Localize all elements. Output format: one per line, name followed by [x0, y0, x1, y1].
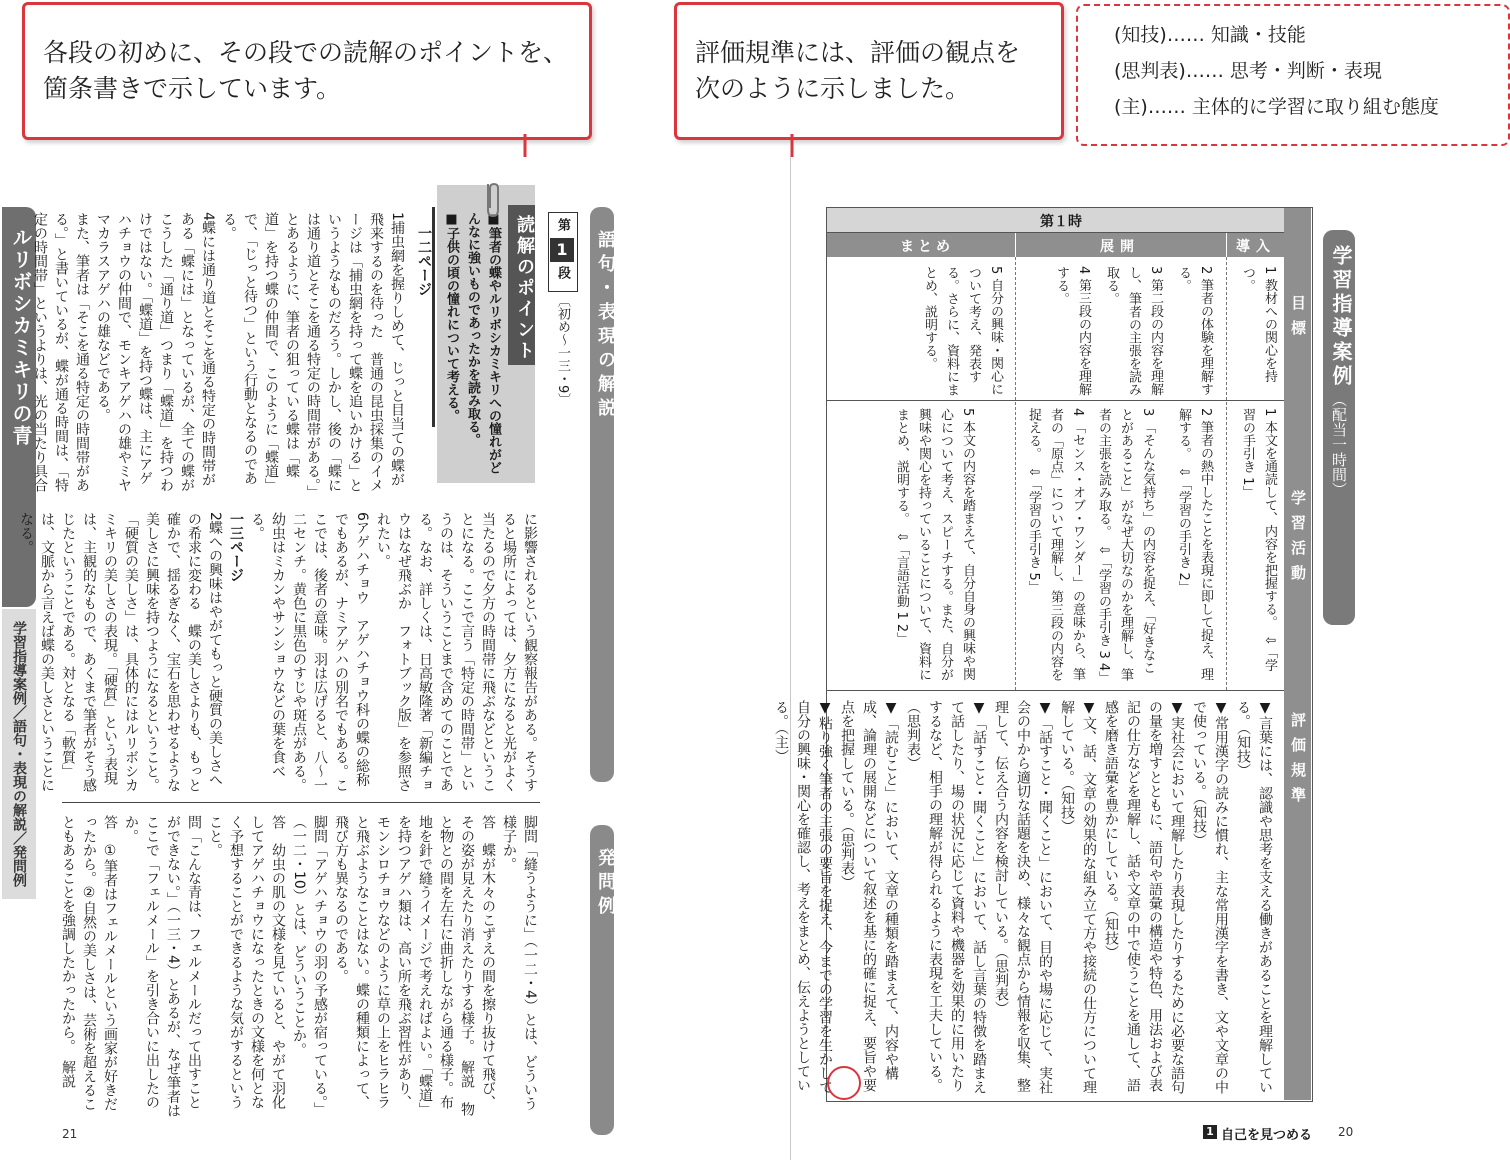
- criteria-item: ▼「話すこと・聞くこと」において、目的や場に応じて、実社会の中から適切な話題を決め、様々な観点から情報を収集、整理して、伝え合う内容を検討している。（思判表）: [993, 700, 1053, 1094]
- goal-3: 3 第二段の内容を理解し、筆者の主張を読み取る。: [1104, 266, 1163, 396]
- row-label-activity: 学習活動: [1289, 490, 1307, 590]
- row-label-goal: 目標: [1289, 295, 1307, 345]
- dan-number: 1: [550, 238, 574, 262]
- body-para: 「硬質の美しさ」は、具体的にはルリボシカミキリの美しさの表現。「硬質」という表現は、主観的なもので、あくまで筆者がそう感じたということである。対となる「軟質」は、文脈から言えば蝶の美しさということになる。: [18, 512, 139, 792]
- criteria-item: ▼粘り強く筆者の主張の要旨を捉え、今までの学習を生かして自分の興味・関心を確認し、考えをまとめ、伝えようとしている。（主）: [773, 700, 833, 1094]
- activity-2: 2 筆者の熱中したことを表現に即して捉え、理解する。 ⇩「学習の手引き 2」: [1176, 408, 1213, 681]
- table-header-row: [827, 233, 1284, 257]
- col-sep-1: [1015, 257, 1017, 690]
- row-label-criteria: 評価規準: [1289, 712, 1307, 812]
- plan-title: 学習指導案例: [1329, 245, 1353, 389]
- legend-box: [1076, 4, 1510, 146]
- goal-1: 1 教材への関心を持つ。: [1240, 266, 1277, 383]
- answer-para: 答 幼虫の肌の文様を見ていると、やがて羽化してアゲハチョウになったときの文様を何となく予想することができるような気がするということ。: [207, 815, 286, 1109]
- attitude-highlight-circle: [827, 1066, 861, 1100]
- plan-subtitle: （配当一時間）: [1330, 392, 1348, 497]
- chapter-title: 自己を見つめる: [1221, 1128, 1313, 1143]
- activity-5: 5 本文の内容を踏まえて、自分自身の興味や関心について考え、スピーチする。また、自分が興味や関心を持っていることについて、資料にまとめ、説明する。 ⇩「言語活動 1 2」: [894, 408, 975, 681]
- body-para: 6アゲハチョウ アゲハチョウ科の蝶の総称でもあるが、ナミアゲハの別名でもある。ここでは、後者の意味。羽は広げると、八〜一二センチ。黄色に黒色のすじや斑点がある。幼虫はミカンやサンショウなどの葉を食べる。: [249, 512, 370, 792]
- page-number-right: 20: [1338, 1125, 1354, 1139]
- callout-criteria: [674, 2, 1064, 140]
- dan-range: 〔初め〜一三・9〕: [555, 294, 570, 407]
- side-footer: 学習指導案例／語句・表現の解説／発問例: [11, 621, 27, 887]
- paperclip-icon: [478, 180, 508, 220]
- goal-4: 4 第三段の内容を理解する。: [1054, 266, 1091, 396]
- body-block-3: [62, 815, 540, 1120]
- goal-2: 2 筆者の体験を理解する。: [1176, 266, 1213, 396]
- callout-reading-points: [22, 2, 592, 140]
- row-sep-1: [827, 400, 1284, 401]
- criteria-item: ▼「話すこと・聞くこと」において、話し言葉の特徴を踏まえて話したり、場の状況に応じて資料や機器を効果的に用いたりするなど、相手の理解が得られるように表現を工夫している。（思判表）: [905, 700, 987, 1094]
- section-tab-phrases-label: 語句・表現の解説: [595, 230, 616, 422]
- point-item-1: ■筆者の蝶やルリボシカミキリへの憧れがどんなに強いものであったかを読み取る。: [465, 212, 501, 474]
- criteria-block: [773, 700, 1276, 1095]
- criteria-item: ▼「読むこと」において、文章の種類を踏まえて、内容や構成、論理の展開などについて叙述を基に的確に捉え、要旨や要点を把握している。（思判表）: [839, 700, 899, 1092]
- question-para: 脚問「アゲハチョウの羽の予感が宿っている。」（一二・10）とは、どういうことか。: [291, 815, 328, 1116]
- dan-suffix: 段: [555, 266, 570, 279]
- question-para: 脚問「縫うように」（一二・4）とは、どういう様子か。: [501, 815, 538, 1111]
- dan-label: 第: [555, 218, 570, 231]
- legend-item-attitude: (主)…… 主体的に学習に取り組む態度: [1114, 96, 1439, 118]
- callout-criteria-text: 評価規準には、評価の観点を 次のように示しました。: [695, 38, 1021, 103]
- header-sep-1: [1015, 233, 1016, 257]
- header-sep-2: [1226, 233, 1227, 257]
- activity-3: 3 「そんな気持ち」の内容を捉え、「好きなことがあること」がなぜ大切なのかを理解し、筆者の主張を読み取る。 ⇩「学習の手引き 3 4」: [1096, 408, 1155, 685]
- col-sep-2: [1226, 257, 1228, 690]
- point-title: 読解のポイント: [514, 215, 535, 362]
- callout-reading-points-text: 各段の初めに、その段での読解のポイントを、 箇条書きで示しています。: [43, 38, 569, 103]
- answer-para: 答 ①筆者はフェルメールという画家が好きだったから。②自然の美しさは、芸術を超えることもあることを強調したかったから。 解説: [60, 815, 118, 1111]
- table-title: 第１時: [1040, 214, 1082, 230]
- criteria-item: ▼常用漢字の読みに慣れ、主な常用漢字を書き、文や文章の中で使っている。（知技）: [1191, 700, 1229, 1094]
- header-summary: まとめ: [900, 239, 954, 255]
- header-intro: 導入: [1236, 239, 1276, 255]
- legend-item-knowledge: (知技)…… 知識・技能: [1114, 24, 1306, 46]
- header-development: 展開: [1100, 239, 1140, 255]
- divider: [62, 802, 540, 803]
- row-sep-2: [827, 690, 1284, 691]
- body-para: また、筆者は「そこを通る特定の時間帯がある。」と書いているが、蝶が通る時間は、「特定の時間帯」というよりは、光の当たり具合: [32, 212, 90, 492]
- goal-5: 5 自分の興味・関心について考え、発表する。さらに、資料にまとめ、説明する。: [922, 266, 1003, 396]
- activity-1: 1 本文を通読して、内容を把握する。 ⇩「学習の手引き 1」: [1240, 408, 1277, 672]
- criteria-item: ▼言葉には、認識や思考を支える働きがあることを理解している。（知技）: [1235, 700, 1273, 1094]
- page-number-left: 21: [62, 1127, 78, 1141]
- body-para: 1捕虫網を握りしめて、じっと目当ての蝶が飛来するのを待った 普通の昆虫採集のイメージは「捕虫網を持って蝶を追いかける」というようなものだろう。しかし、後の「蝶には通り道とそこを通る特定の時間帯がある。」とあるように、筆者の狙っている蝶は「蝶道」を持つ蝶の仲間で、このように「蝶道」で、「じっと待つ」という行動となるのである。: [221, 212, 405, 492]
- criteria-item: ▼実社会において理解したり表現したりするために必要な語句の量を増すとともに、語句や語彙の構造や特色、用法および表記の仕方などを理解し、話や文章の中で使うことを通して、語感を磨き語彙を豊かにしている。（知技）: [1103, 700, 1185, 1094]
- subheading-13: 一三ページ: [228, 512, 244, 582]
- body-block-2: [18, 512, 540, 792]
- question-para: 問「こんな青は、フェルメールだって出すことができない。」（一三・4）とあるが、なぜ筆者はここで「フェルメール」を引き合いに出したのか。: [123, 815, 202, 1118]
- side-title: ルリボシカミキリの青: [9, 227, 33, 447]
- answer-para: 答 蝶が木々のこずえの間を擦り抜けて飛び、その姿が見えたり消えたりする様子。 解説 物と物との間を左右に曲折しながら通る様子。布地を針で縫うイメージで考えればよい。「蝶道」を持つアゲハ類は、高い所を飛ぶ習性があり、モンシロチョウなどのように草の上をヒラヒラと飛ぶようなことはない。蝶の種類によって、飛び方も異なるのである。: [333, 815, 496, 1116]
- point-item-2: ■子供の頃の憧れについて考える。: [444, 212, 459, 422]
- body-block-1: [32, 212, 407, 497]
- chapter-number-badge: 1: [1203, 1125, 1217, 1139]
- section-tab-questions-label: 発問例: [595, 848, 616, 920]
- body-para: に影響されるという観察報告がある。そうすると場所によっては、夕方になると光がよく当たるので夕方の時間帯に飛ぶなどということになる。ここで言う「特定の時間帯」というのは、そういうことまで含めてのことである。なお、詳しくは、日高敏隆著「新編チョウはなぜ飛ぶか フォトブック版」を参照されたい。: [375, 512, 538, 792]
- body-para: 4蝶には通り道とそこを通る特定の時間帯がある「蝶には」となっているが、全ての蝶がこうした「通り道」つまり「蝶道」を持つわけではない。「蝶道」を持つ蝶は、主にアゲハチョウの仲間で、モンキアゲハの雄やミヤマカラスアゲハの雄などである。: [95, 212, 216, 492]
- legend-item-thinking: (思判表)…… 思考・判断・表現: [1114, 60, 1382, 82]
- activity-4: 4 「センス・オブ・ワンダー」の意味から、筆者の「原点」について理解し、第三段の内容を捉える。 ⇩「学習の手引き 5」: [1026, 408, 1085, 681]
- body-para: 2蝶への興味はやがてもっと硬質の美しさへの希求に変わる 蝶の美しさよりも、もっと確かで、揺るぎなく、宝石を思わせるような美しさに興味を持つようになるということ。: [144, 512, 223, 792]
- subheading-12: 一二ページ: [416, 226, 432, 296]
- criteria-item: ▼文、話、文章の効果的な組み立て方や接続の仕方について理解している。（知技）: [1059, 700, 1097, 1094]
